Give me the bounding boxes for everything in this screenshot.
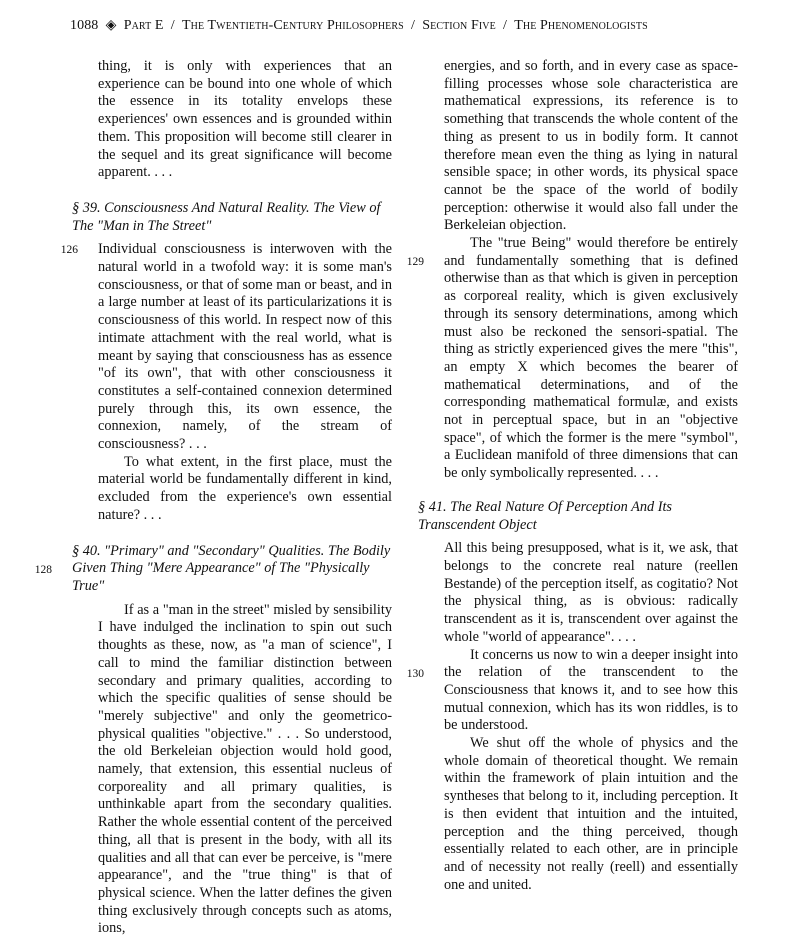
section-heading-39: § 39. Consciousness And Natural Reality. The View of The "Man in The Street"	[72, 199, 381, 234]
header-separator: /	[503, 18, 508, 33]
paragraph: thing, it is only with experiences that an experience can be bound into one whole of which the essence in its totality envelops these experiences' own essences and is grounded within them. This proposition will become still clearer in the sequel and its great significance will become apparent. . . .	[98, 58, 392, 181]
margin-page-number: 126	[60, 244, 78, 257]
paragraph: energies, and so forth, and in every case as space-filling processes whose sole characteristica are mathematical expressions, its reference is to something that transcends the whole content of the thing as present to us in bodily form. It cannot therefore mean even the thing as lying in natural sensible space; in other words, its physical space cannot be the space of the world of bodily perception: otherwise it would also fall under the Berkeleian objection.	[444, 58, 738, 234]
paragraph: If as a "man in the street" misled by sensibility I have indulged the inclination to spin out such thoughts as these, now, as "a man of science", I call to mind the familiar distinction between secondary and primary qualities, according to which the specific qualities of sense should be "merely subjective" and only the geometrico-physical qualities "objective." . . . So understood, the old Berkeleian objection would hold good, namely, that extension, this essential nucleus of corporeality and all primary qualities, is unthinkable apart from the secondary qualities. Rather the whole essential content of the perceived thing, all that is present in the body, with all its qualities and all that can ever be perceive, is "mere appearance", and the "true thing" is that of physical science. When the latter defines the given thing exclusively through concepts such as atoms, ions,	[98, 601, 392, 937]
paragraph: Individual consciousness is interwoven with the natural world in a twofold way: it is some man's consciousness, or that of some man or beast, and in a large number at least of its particularizations it is consciousness of this world. In respect now of this intimate attachment with the real world, what is meant by saying that consciousness has as essence "of its own", that with other consciousness it constitutes a self-contained connexion determined purely through this, its own essence, the connexion, namely, of the stream of consciousness? . . .	[98, 241, 392, 453]
header-part: Part E	[123, 18, 164, 33]
header-chapter: The Phenomenologists	[514, 18, 648, 33]
paragraph: The "true Being" would therefore be entirely and fundamentally something that is defined otherwise than as that which is given in perception as corporeal reality, which is given exclusively through its sensory determinations, among which must also be reckoned the sensori-spatial. The thing as strictly experienced gives the mere "this", an empty X which becomes the bearer of mathematical determinations, and of the corresponding mathematical formulæ, and exists not in perceptual space, but in an "objective space", of which the former is the mere "symbol", a Euclidean manifold of three dimensions that can be only symbolically represented. . . .	[444, 235, 738, 482]
margin-page-number: 128	[34, 563, 52, 576]
page-number: 1088	[70, 18, 99, 33]
margin-page-number: 129	[406, 256, 424, 269]
header-separator: /	[170, 18, 175, 33]
running-header	[70, 17, 760, 34]
paragraph: All this being presupposed, what is it, we ask, that belongs to the concrete real nature (reellen Bestande) of the perception itself, as cogitatio? Not the physical thing, as is obvious: radically transcendent as it is, transcendent over against the whole "world of appearance". . . .	[444, 540, 738, 645]
bullet-icon: ◈	[102, 18, 121, 33]
paragraph: To what extent, in the first place, must the material world be fundamentally different in kind, excluded from the experience's own essential nature? . . .	[98, 453, 392, 523]
paragraph: We shut off the whole of physics and the whole domain of theoretical thought. We remain within the framework of plain intuition and the syntheses that belong to it, including perception. It is then evident that intuition and the intuited, perception and the thing perceived, though essentially related to each other, are in principle and of necessity not really (reell) and essentially one and united.	[444, 735, 738, 893]
section-heading-40: § 40. "Primary" and "Secondary" Qualities. The Bodily Given Thing "Mere Appearance" of The "Physically True"	[72, 542, 391, 594]
header-separator: /	[411, 18, 416, 33]
left-column	[34, 58, 392, 938]
header-book: The Twentieth-Century Philosophers	[181, 18, 404, 33]
header-section: Section Five	[422, 18, 496, 33]
paragraph: It concerns us now to win a deeper insight into the relation of the transcendent to the Consciousness that knows it, and to see how this mutual connexion, which has its won riddles, is to be understood.	[444, 646, 738, 734]
section-heading-41: § 41. The Real Nature Of Perception And Its Transcendent Object	[418, 498, 672, 533]
margin-page-number: 130	[406, 667, 424, 680]
right-column	[406, 58, 738, 894]
